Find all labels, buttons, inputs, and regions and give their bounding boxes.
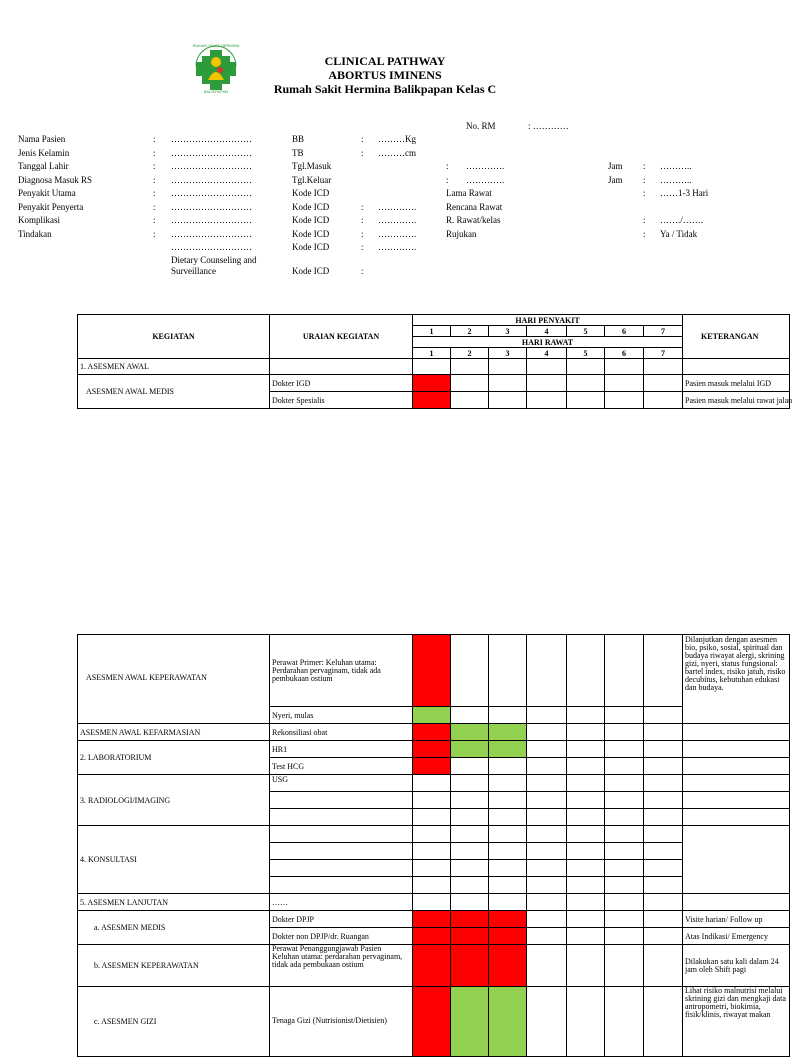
colon: :	[643, 175, 646, 185]
header-keterangan: KETERANGAN	[683, 315, 790, 359]
header-hari-penyakit: HARI PENYAKIT	[413, 315, 683, 326]
cell-green	[489, 724, 527, 741]
label-kode-icd: Kode ICD	[292, 229, 330, 239]
colon: :	[361, 266, 364, 276]
cell-red	[489, 911, 527, 928]
cell-red	[413, 724, 451, 741]
rawat-day-1: 1	[413, 348, 451, 359]
cell-red	[489, 945, 527, 987]
row-konsultasi: 4. KONSULTASI	[78, 826, 270, 894]
cell-red	[451, 911, 489, 928]
colon: :	[361, 215, 364, 225]
row-asesmen-awal-keperawatan: ASESMEN AWAL KEPERAWATAN	[78, 635, 270, 724]
field-icd[interactable]: ………….	[378, 202, 417, 212]
label-jam: Jam	[608, 175, 623, 185]
cell-red	[413, 928, 451, 945]
colon: :	[361, 202, 364, 212]
colon: :	[361, 148, 364, 158]
uraian-perawat-primer: Perawat Primer: Keluhan utama: Perdarahan pervaginam, tidak ada pembukaan ostium	[270, 635, 413, 707]
field-jenis-kelamin[interactable]: ………………………	[171, 148, 252, 158]
colon: :	[361, 229, 364, 239]
colon: :	[643, 188, 646, 198]
field-bb[interactable]: ………Kg	[378, 134, 416, 144]
label-penyakit-utama: Penyakit Utama	[18, 188, 76, 198]
cell-green	[413, 707, 451, 724]
label-diagnosa-masuk: Diagnosa Masuk RS	[18, 175, 92, 185]
colon: :	[643, 229, 646, 239]
uraian-dokter-spesialis: Dokter Spesialis	[270, 392, 413, 409]
field-penyakit-utama[interactable]: ………………………	[171, 188, 252, 198]
label-jam: Jam	[608, 161, 623, 171]
cell-red	[413, 987, 451, 1057]
colon: :	[153, 202, 156, 212]
colon: :	[446, 175, 449, 185]
field-komplikasi[interactable]: ………………………	[171, 215, 252, 225]
rawat-day-3: 3	[489, 348, 527, 359]
colon: :	[153, 161, 156, 171]
field-jam-masuk[interactable]: ………..	[660, 161, 692, 171]
uraian-test-hcg: Test HCG	[270, 758, 413, 775]
colon: :	[153, 188, 156, 198]
field-tgl-keluar[interactable]: ………….	[466, 175, 505, 185]
title-hospital: Rumah Sakit Hermina Balikpapan Kelas C	[273, 82, 497, 96]
row-laboratorium: 2. LABORATORIUM	[78, 741, 270, 775]
pathway-table-header	[77, 314, 790, 409]
label-kode-icd: Kode ICD	[292, 188, 330, 198]
cell-red	[413, 741, 451, 758]
day-1: 1	[413, 326, 451, 337]
field-diagnosa-masuk[interactable]: ………………………	[171, 175, 252, 185]
colon: :	[446, 161, 449, 171]
cell-green	[489, 741, 527, 758]
row-asesmen-awal: 1. ASESMEN AWAL	[78, 359, 270, 375]
day-4: 4	[527, 326, 567, 337]
field-penyakit-penyerta[interactable]: ………………………	[171, 202, 252, 212]
cell-green	[489, 987, 527, 1057]
cell-green	[451, 987, 489, 1057]
uraian-rekonsiliasi-obat: Rekonsiliasi obat	[270, 724, 413, 741]
header-hari-rawat: HARI RAWAT	[413, 337, 683, 348]
label-dietary-1: Dietary Counseling and	[171, 255, 257, 265]
day-5: 5	[567, 326, 605, 337]
colon: :	[643, 215, 646, 225]
field-tb[interactable]: ………cm	[378, 148, 416, 158]
label-rencana-rawat: Rencana Rawat	[446, 202, 503, 212]
colon: :	[361, 134, 364, 144]
label-lama-rawat: Lama Rawat	[446, 188, 492, 198]
label-komplikasi: Komplikasi	[18, 215, 60, 225]
uraian-dokter-non-dpjp: Dokter non DPJP/dr. Ruangan	[270, 928, 413, 945]
row-asesmen-awal-kefarmasian: ASESMEN AWAL KEFARMASIAN	[78, 724, 270, 741]
label-nama-pasien: Nama Pasien	[18, 134, 66, 144]
rawat-day-7: 7	[644, 348, 683, 359]
rawat-day-5: 5	[567, 348, 605, 359]
colon: :	[153, 148, 156, 158]
uraian-usg: USG	[270, 775, 413, 792]
field-kelas[interactable]: ……./…….	[660, 215, 704, 225]
uraian-dokter-dpjp: Dokter DPJP	[270, 911, 413, 928]
cell-red	[489, 928, 527, 945]
ket-keperawatan-b: Dilakukan satu kali dalam 24 jam oleh Shift pagi	[683, 945, 790, 987]
field-tindakan[interactable]: ………………………	[171, 229, 252, 239]
uraian-perawat-pj: Perawat Penanggungjawab Pasien Keluhan utama: perdarahan pervaginam, tidak ada pembukaan ostium	[270, 945, 413, 987]
title-clinical-pathway: CLINICAL PATHWAY	[324, 54, 446, 68]
day-3: 3	[489, 326, 527, 337]
colon: :	[643, 161, 646, 171]
cell-red	[413, 945, 451, 987]
label-bb: BB	[292, 134, 305, 144]
day-6: 6	[605, 326, 644, 337]
label-r-rawat-kelas: R. Rawat/kelas	[446, 215, 501, 225]
label-jenis-kelamin: Jenis Kelamin	[18, 148, 70, 158]
label-tgl-masuk: Tgl.Masuk	[292, 161, 332, 171]
field-icd[interactable]: ………….	[378, 215, 417, 225]
cell-red	[413, 392, 451, 409]
rawat-day-2: 2	[451, 348, 489, 359]
label-kode-icd: Kode ICD	[292, 242, 330, 252]
ket-gizi: Lihat risiko malnutrisi melalui skrining gizi dan mengkaji data antropometri, biokimia, fisik/klinis, riwayat makan	[683, 987, 790, 1057]
uraian-nyeri-mulas: Nyeri, mulas	[270, 707, 413, 724]
colon: :	[361, 242, 364, 252]
no-rm-value: : …………	[528, 121, 569, 131]
cell-red	[413, 911, 451, 928]
field-icd[interactable]: ………….	[378, 242, 417, 252]
field-nama-pasien[interactable]: ………………………	[171, 134, 252, 144]
colon: :	[153, 229, 156, 239]
day-2: 2	[451, 326, 489, 337]
label-kode-icd: Kode ICD	[292, 202, 330, 212]
cell-red	[451, 945, 489, 987]
logo-text-top: RUMAH SAKIT HERMINA	[192, 43, 240, 48]
hospital-logo	[190, 40, 242, 94]
cell-green	[451, 724, 489, 741]
field-jam-keluar[interactable]: ………..	[660, 175, 692, 185]
cell-green	[451, 741, 489, 758]
label-rujukan: Rujukan	[446, 229, 477, 239]
title-diagnosis: ABORTUS IMINENS	[328, 68, 442, 82]
row-radiologi: 3. RADIOLOGI/IMAGING	[78, 775, 270, 826]
ket-non-dpjp: Atas Indikasi/ Emergency	[683, 928, 790, 945]
row-asesmen-lanjutan: 5. ASESMEN LANJUTAN	[78, 894, 270, 911]
logo-text-bottom: BALIKPAPAN	[203, 89, 229, 94]
row-asesmen-gizi: c. ASESMEN GIZI	[78, 987, 270, 1057]
ket-keperawatan: Dilanjutkan dengan asesmen bio, psiko, sosial, spiritual dan budaya riwayat alergi, skrining gizi, nyeri, status fungsional: bartel index, risiko jatuh, risiko decubitus, kebutuhan edukasi dan budaya.	[683, 635, 790, 724]
field-tindakan-extra[interactable]: ………………………	[171, 242, 252, 252]
ket-igd: Pasien masuk melalui IGD	[683, 375, 790, 392]
header-uraian: URAIAN KEGIATAN	[270, 315, 413, 359]
day-7: 7	[644, 326, 683, 337]
label-dietary-2: Surveillance	[171, 266, 216, 276]
row-asesmen-keperawatan: b. ASESMEN KEPERAWATAN	[78, 945, 270, 987]
uraian-dots: ……	[270, 894, 413, 911]
label-tanggal-lahir: Tanggal Lahir	[18, 161, 69, 171]
field-tgl-masuk[interactable]: ………….	[466, 161, 505, 171]
colon: :	[153, 134, 156, 144]
header-kegiatan: KEGIATAN	[78, 315, 270, 359]
ket-dpjp: Visite harian/ Follow up	[683, 911, 790, 928]
field-icd[interactable]: ………….	[378, 229, 417, 239]
uraian-hr1: HR1	[270, 741, 413, 758]
no-rm-label: No. RM	[466, 121, 496, 131]
field-tanggal-lahir[interactable]: ………………………	[171, 161, 252, 171]
ket-spesialis: Pasien masuk melalui rawat jalan	[683, 392, 790, 409]
label-kode-icd: Kode ICD	[292, 215, 330, 225]
label-tb: TB	[292, 148, 304, 158]
colon: :	[153, 215, 156, 225]
pathway-table-continued	[77, 634, 790, 1057]
rawat-day-4: 4	[527, 348, 567, 359]
cell-red	[413, 758, 451, 775]
field-rujukan[interactable]: Ya / Tidak	[660, 229, 698, 239]
label-tindakan: Tindakan	[18, 229, 52, 239]
uraian-tenaga-gizi: Tenaga Gizi (Nutrisionist/Dietisien)	[270, 987, 413, 1057]
cell-red	[451, 928, 489, 945]
rawat-day-6: 6	[605, 348, 644, 359]
label-kode-icd: Kode ICD	[292, 266, 330, 276]
colon: :	[153, 175, 156, 185]
uraian-dokter-igd: Dokter IGD	[270, 375, 413, 392]
label-tgl-keluar: Tgl.Keluar	[292, 175, 332, 185]
label-penyakit-penyerta: Penyakit Penyerta	[18, 202, 84, 212]
cell-red	[413, 635, 451, 707]
cell-red	[413, 375, 451, 392]
row-asesmen-medis: a. ASESMEN MEDIS	[78, 911, 270, 945]
row-asesmen-awal-medis: ASESMEN AWAL MEDIS	[78, 375, 270, 409]
field-lama-rawat[interactable]: ……1-3 Hari	[660, 188, 709, 198]
